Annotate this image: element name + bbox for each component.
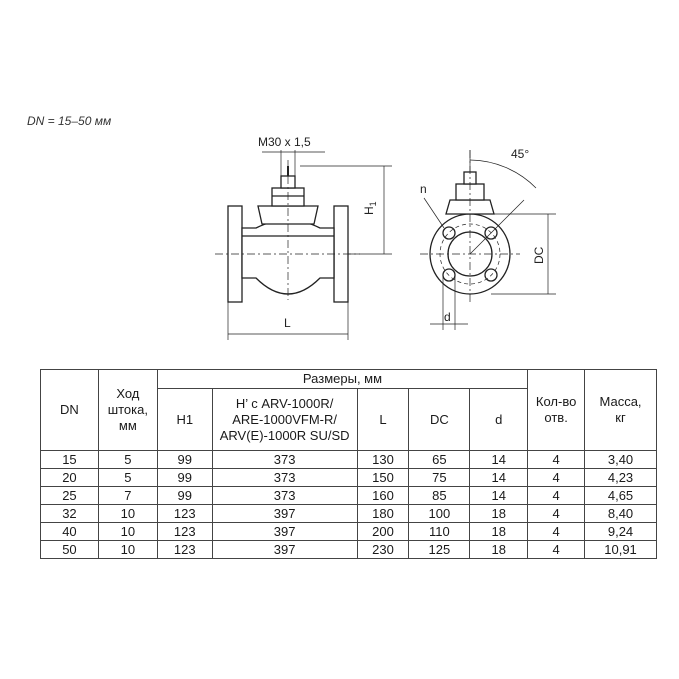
col-hprime: H’ с ARV-1000R/ ARE-1000VFM-R/ ARV(E)-1000R SU/SD [212,389,357,451]
col-dc: DC [409,389,470,451]
col-group-dimensions: Размеры, мм [157,370,527,389]
col-holes: Кол-во отв. [528,370,585,451]
size-range-caption: DN = 15–50 мм [27,114,112,128]
table-cell: 160 [357,487,409,505]
table-cell: 123 [157,505,212,523]
table-cell: 18 [470,523,528,541]
table-cell: 99 [157,469,212,487]
table-cell: 14 [470,451,528,469]
table-cell: 180 [357,505,409,523]
table-cell: 10,91 [585,541,657,559]
table-cell: 200 [357,523,409,541]
table-cell: 4 [528,487,585,505]
col-l: L [357,389,409,451]
table-row [41,523,657,541]
table-cell: 10 [98,541,157,559]
table-cell: 110 [409,523,470,541]
table-row [41,451,657,469]
table-cell: 397 [212,541,357,559]
table-cell: 15 [41,451,99,469]
table-cell: 25 [41,487,99,505]
angle-label: 45° [511,147,530,161]
table-cell: 40 [41,523,99,541]
table-cell: 123 [157,523,212,541]
valve-flange-view [420,150,556,330]
table-row [41,469,657,487]
dc-label: DC [532,246,546,264]
table-cell: 130 [357,451,409,469]
table-cell: 85 [409,487,470,505]
thread-label: M30 x 1,5 [258,135,311,149]
col-h1: H1 [157,389,212,451]
table-cell: 3,40 [585,451,657,469]
table-cell: 14 [470,469,528,487]
table-cell: 4 [528,469,585,487]
col-stroke: Ход штока, мм [98,370,157,451]
table-cell: 397 [212,505,357,523]
table-cell: 4 [528,505,585,523]
n-label: n [420,182,427,196]
table-cell: 4,65 [585,487,657,505]
table-cell: 4 [528,523,585,541]
table-cell: 230 [357,541,409,559]
table-cell: 397 [212,523,357,541]
table-cell: 18 [470,541,528,559]
col-d: d [470,389,528,451]
table-cell: 123 [157,541,212,559]
table-cell: 5 [98,469,157,487]
table-cell: 8,40 [585,505,657,523]
h1-label: $H_1$ [362,201,378,215]
table-cell: 65 [409,451,470,469]
table-row [41,505,657,523]
col-dn: DN [41,370,99,451]
table-cell: 7 [98,487,157,505]
table-cell: 4 [528,451,585,469]
col-mass: Масса, кг [585,370,657,451]
table-cell: 373 [212,469,357,487]
table-cell: 18 [470,505,528,523]
table-cell: 125 [409,541,470,559]
table-cell: 20 [41,469,99,487]
d-label: d [444,310,451,324]
table-cell: 9,24 [585,523,657,541]
table-cell: 4 [528,541,585,559]
table-cell: 75 [409,469,470,487]
table-cell: 50 [41,541,99,559]
table-cell: 100 [409,505,470,523]
table-row [41,487,657,505]
table-cell: 32 [41,505,99,523]
table-cell: 4,23 [585,469,657,487]
table-cell: 14 [470,487,528,505]
dimensions-table [40,369,657,559]
table-cell: 99 [157,451,212,469]
table-cell: 10 [98,505,157,523]
l-label: L [284,316,291,330]
table-cell: 373 [212,487,357,505]
table-cell: 10 [98,523,157,541]
valve-front-view [215,150,392,340]
table-row [41,541,657,559]
table-cell: 150 [357,469,409,487]
table-cell: 99 [157,487,212,505]
table-cell: 373 [212,451,357,469]
table-cell: 5 [98,451,157,469]
